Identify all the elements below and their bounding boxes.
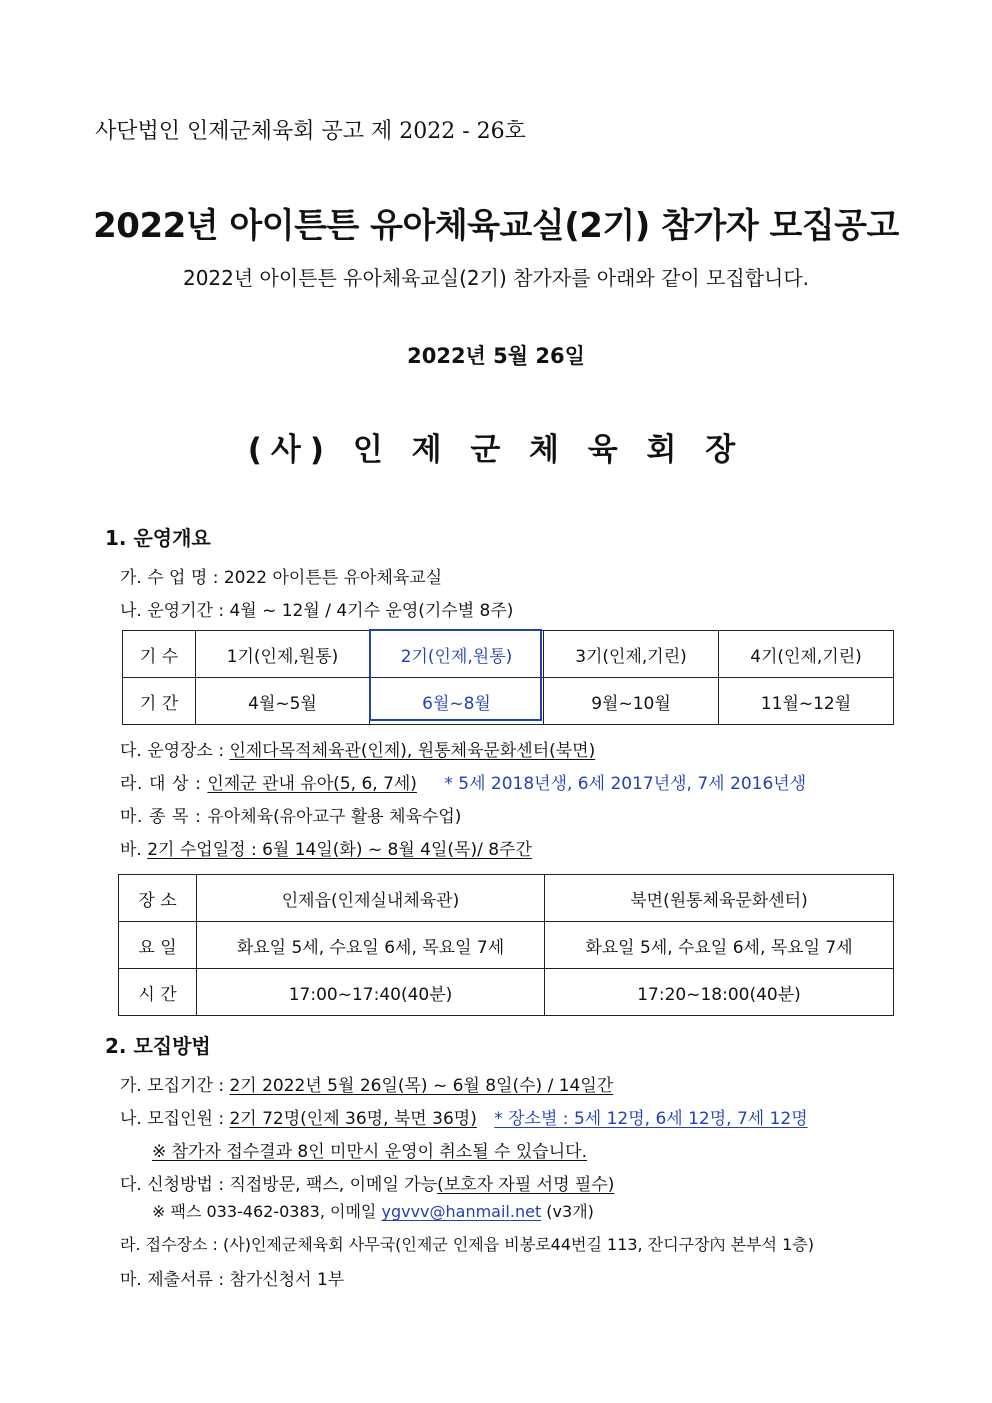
s2-item-documents bbox=[120, 1265, 344, 1290]
s2-na-note: * 장소별 : 5세 12명, 6세 12명, 7세 12명 bbox=[494, 1109, 808, 1129]
s1-na-value: 4월 ~ 12월 / 4기수 운영(기수별 8주) bbox=[229, 601, 514, 621]
s1-ba-label: 바. bbox=[120, 840, 148, 860]
s2-da-label: 다. 신청방법 : bbox=[120, 1175, 230, 1195]
s1-item-period bbox=[120, 596, 513, 621]
s2-cancel-warning: ※ 참가자 접수결과 8인 미만시 운영이 취소될 수 있습니다. bbox=[152, 1142, 587, 1162]
section1-heading: 1. 운영개요 bbox=[105, 526, 211, 550]
s1-ga-value: 2022 아이튼튼 유아체육교실 bbox=[223, 568, 443, 588]
s1-ra-value: 인제군 관내 유아(5, 6, 7세) bbox=[207, 774, 417, 794]
s2-contact-prefix: ※ 팩스 033-462-0383, 이메일 bbox=[152, 1202, 382, 1221]
s2-ga-value: 2기 2022년 5월 26일(목) ~ 6월 8일(수) / 14일간 bbox=[229, 1076, 614, 1096]
s2-da-value: 직접방문, 팩스, 이메일 가능 bbox=[229, 1175, 438, 1195]
term-cell: 3기(인제,기린) bbox=[544, 631, 719, 678]
s2-na-value: 2기 72명(인제 36명, 북면 36명) bbox=[229, 1109, 477, 1129]
s1-item-schedule bbox=[120, 835, 532, 860]
place-cell: 인제읍(인제실내체육관) bbox=[197, 875, 545, 922]
day-row-label: 요 일 bbox=[119, 922, 197, 969]
s1-ga-label: 가. 수 업 명 : bbox=[120, 568, 224, 588]
s1-item-target bbox=[120, 769, 806, 794]
schedule-table bbox=[118, 874, 894, 1016]
s2-ma-label: 마. 제출서류 : bbox=[120, 1270, 230, 1290]
email-link[interactable]: ygvvv@hanmail.net bbox=[381, 1202, 542, 1221]
s1-ra-label: 라. 대 상 : bbox=[120, 774, 208, 794]
term-cell-highlighted: 2기(인제,원통) bbox=[370, 631, 544, 678]
s2-ga-label: 가. 모집기간 : bbox=[120, 1076, 230, 1096]
s2-da-value2: (보호자 자필 서명 필수) bbox=[437, 1175, 615, 1195]
s1-na-label: 나. 운영기간 : bbox=[120, 601, 230, 621]
period-cell: 11월~12월 bbox=[719, 678, 894, 725]
s1-item-sport bbox=[120, 802, 461, 827]
s2-ma-value: 참가신청서 1부 bbox=[229, 1270, 345, 1290]
s2-item-location bbox=[120, 1232, 814, 1255]
s1-da-label: 다. 운영장소 : bbox=[120, 741, 230, 761]
time-row-label: 시 간 bbox=[119, 969, 197, 1016]
page-title: 2022년 아이튼튼 유아체육교실(2기) 참가자 모집공고 bbox=[93, 206, 899, 246]
day-cell: 화요일 5세, 수요일 6세, 목요일 7세 bbox=[545, 922, 894, 969]
place-row-label: 장 소 bbox=[119, 875, 197, 922]
period-row-label: 기 간 bbox=[123, 678, 196, 725]
s1-ra-note: * 5세 2018년생, 6세 2017년생, 7세 2016년생 bbox=[444, 774, 807, 794]
announcement-date: 2022년 5월 26일 bbox=[407, 344, 585, 368]
s2-ra-value: (사)인제군체육회 사무국(인제군 인제읍 비봉로44번길 113, 잔디구장內 본부석 1층) bbox=[223, 1235, 814, 1254]
place-cell: 북면(원통체육문화센터) bbox=[545, 875, 894, 922]
term-highlight-box bbox=[369, 629, 542, 721]
s2-item-capacity bbox=[120, 1104, 808, 1129]
day-cell: 화요일 5세, 수요일 6세, 목요일 7세 bbox=[197, 922, 545, 969]
notice-number: 사단법인 인제군체육회 공고 제 2022 - 26호 bbox=[95, 119, 526, 144]
s2-item-method bbox=[120, 1170, 614, 1195]
period-cell-highlighted: 6월~8월 bbox=[370, 678, 544, 725]
s1-ba-value: 2기 수업일정 : 6월 14일(화) ~ 8월 4일(목)/ 8주간 bbox=[147, 840, 532, 860]
term-row-label: 기 수 bbox=[123, 631, 196, 678]
time-cell: 17:00~17:40(40분) bbox=[197, 969, 545, 1016]
s2-contact-suffix: (v3개) bbox=[541, 1202, 594, 1221]
s1-ma-value: 유아체육(유아교구 활용 체육수업) bbox=[207, 807, 462, 827]
section2-heading: 2. 모집방법 bbox=[105, 1034, 211, 1058]
term-cell: 4기(인제,기린) bbox=[719, 631, 894, 678]
s1-item-class-name bbox=[120, 563, 442, 588]
period-cell: 4월~5월 bbox=[196, 678, 370, 725]
organization-name: (사) 인 제 군 체 육 회 장 bbox=[247, 432, 745, 468]
s1-da-value: 인제다목적체육관(인제), 원통체육문화센터(북면) bbox=[229, 741, 596, 761]
time-row bbox=[119, 969, 894, 1016]
s2-contact-line bbox=[152, 1199, 594, 1222]
s1-ma-label: 마. 종 목 : bbox=[120, 807, 208, 827]
page-subtitle: 2022년 아이튼튼 유아체육교실(2기) 참가자를 아래와 같이 모집합니다. bbox=[182, 266, 810, 290]
s2-item-period bbox=[120, 1071, 613, 1096]
day-row bbox=[119, 922, 894, 969]
s2-ra-label: 라. 접수장소 : bbox=[120, 1235, 224, 1254]
period-cell: 9월~10월 bbox=[544, 678, 719, 725]
term-cell: 1기(인제,원통) bbox=[196, 631, 370, 678]
s2-na-label: 나. 모집인원 : bbox=[120, 1109, 230, 1129]
time-cell: 17:20~18:00(40분) bbox=[545, 969, 894, 1016]
place-row bbox=[119, 875, 894, 922]
s1-item-venue bbox=[120, 736, 595, 761]
